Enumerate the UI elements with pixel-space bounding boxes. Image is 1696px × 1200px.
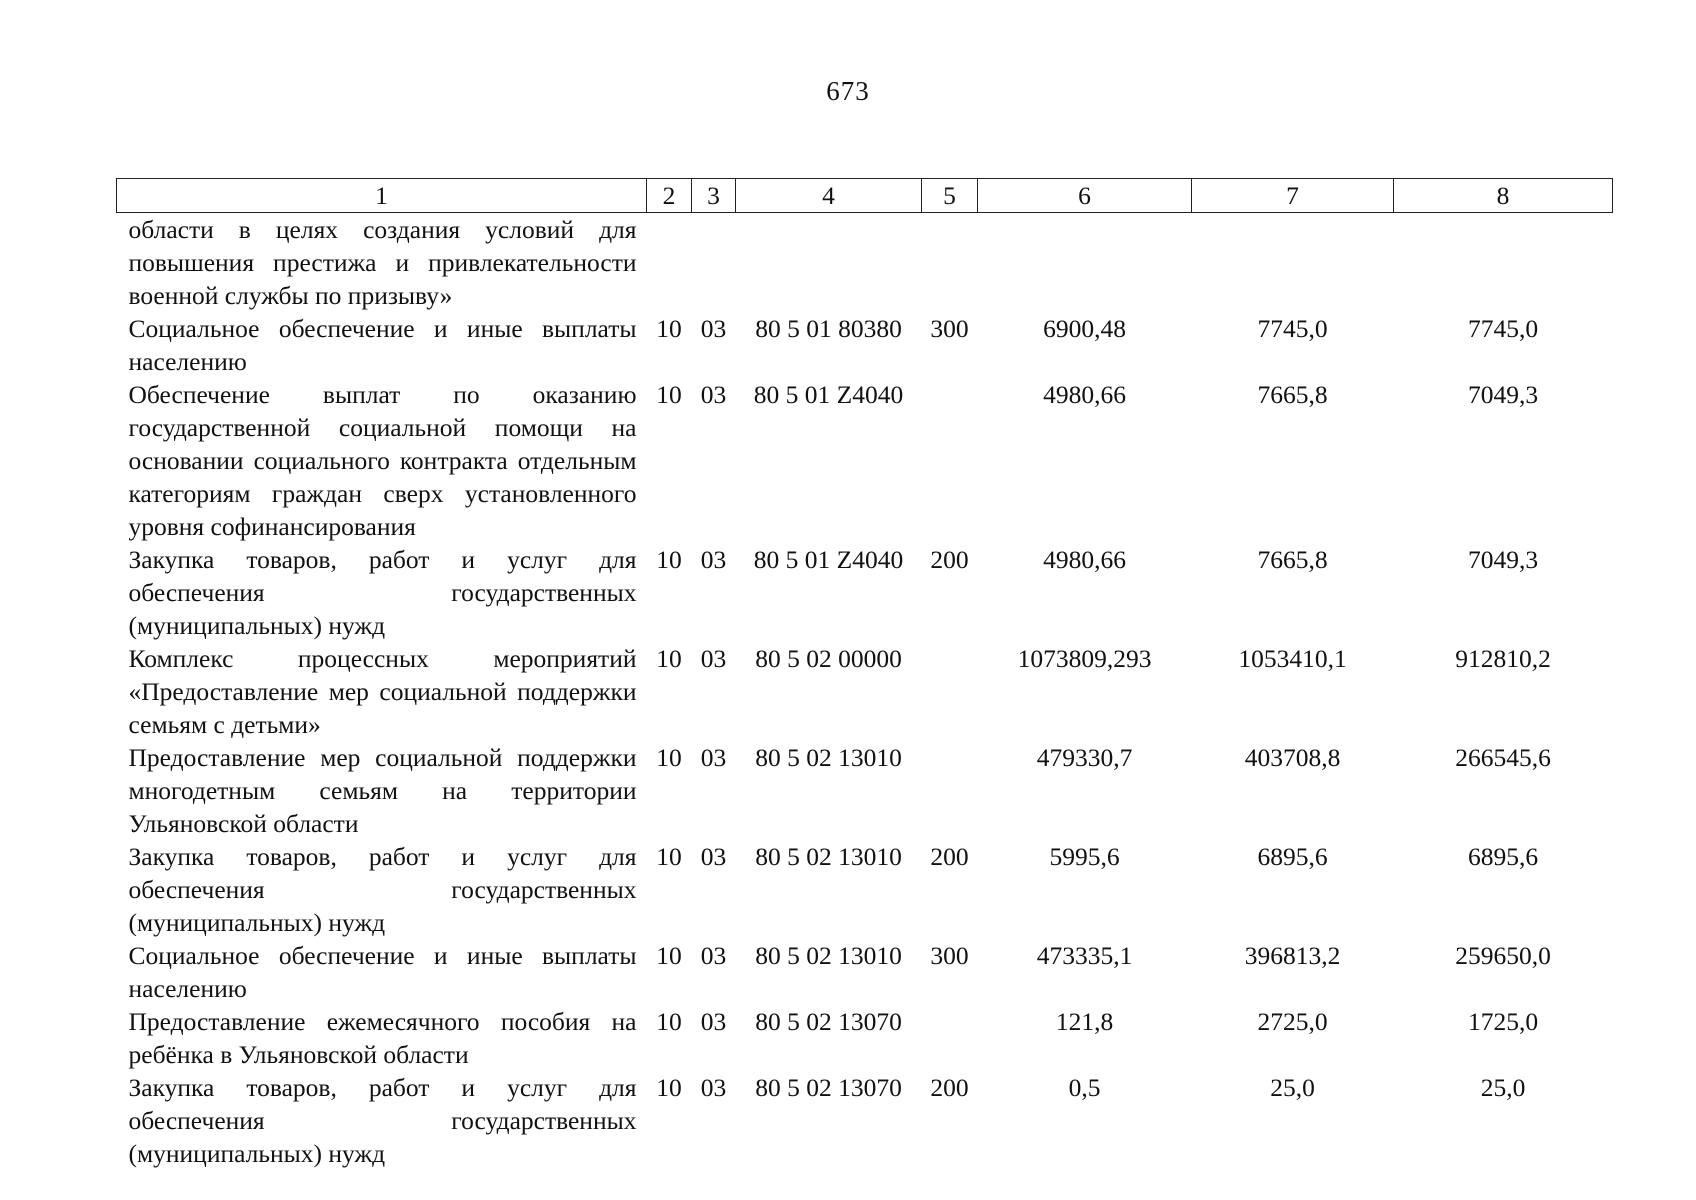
- header-col-4: 4: [736, 179, 922, 213]
- row-section: 10: [656, 743, 682, 772]
- table-row: [117, 312, 1613, 378]
- row-amount-col-7: 7665,8: [1257, 545, 1328, 574]
- header-col-1: 1: [117, 179, 647, 213]
- row-amount-col-8: 6895,6: [1467, 842, 1539, 871]
- row-expense-type: [922, 642, 978, 741]
- row-amount-col-7: 2725,0: [1257, 1007, 1328, 1036]
- table-row: [117, 378, 1613, 543]
- row-expense-type: [922, 213, 978, 313]
- header-row: [117, 179, 1613, 213]
- row-amount-col-8: [1394, 213, 1613, 313]
- row-name: Социальное обеспечение и иные выплаты населению: [128, 314, 637, 376]
- row-target-code: 80 5 02 13070: [755, 1007, 902, 1036]
- row-name: Предоставление мер социальной поддержки многодетным семьям на территории Ульяновской области: [128, 743, 637, 838]
- header-col-7: 7: [1192, 179, 1394, 213]
- row-section: 10: [656, 644, 682, 673]
- row-amount-col-8: 912810,2: [1455, 644, 1551, 673]
- header-col-5: 5: [922, 179, 978, 213]
- row-subsection: 03: [700, 380, 727, 409]
- row-expense-type: 200: [930, 842, 969, 871]
- row-section: 10: [656, 545, 682, 574]
- row-subsection: 03: [700, 1007, 727, 1036]
- row-amount-col-8: 1725,0: [1467, 1007, 1539, 1036]
- row-subsection: 03: [700, 1073, 727, 1102]
- row-target-code: 80 5 01 Z4040: [753, 380, 904, 409]
- row-amount-col-6: 121,8: [1055, 1007, 1114, 1036]
- row-name: Обеспечение выплат по оказанию государственной социальной помощи на основании социального контракта отдельным категориям граждан сверх установленного уровня софинансирования: [128, 380, 637, 541]
- row-subsection: [692, 213, 736, 313]
- row-amount-col-7: 1053410,1: [1238, 644, 1347, 673]
- row-amount-col-8: 25,0: [1480, 1073, 1526, 1102]
- row-target-code: 80 5 02 13010: [755, 743, 902, 772]
- table-row: [117, 642, 1613, 741]
- row-target-code: 80 5 02 13010: [755, 842, 902, 871]
- row-amount-col-8: 259650,0: [1455, 941, 1551, 970]
- row-section: 10: [656, 1007, 682, 1036]
- budget-table: [116, 178, 1613, 1170]
- row-amount-col-7: 396813,2: [1244, 941, 1341, 970]
- row-amount-col-8: 266545,6: [1455, 743, 1551, 772]
- row-target-code: 80 5 01 80380: [755, 314, 902, 343]
- row-amount-col-8: 7049,3: [1467, 380, 1539, 409]
- table-row: [117, 213, 1613, 313]
- row-amount-col-6: 0,5: [1068, 1073, 1101, 1102]
- row-target-code: 80 5 02 13010: [755, 941, 902, 970]
- row-expense-type: [922, 1005, 978, 1071]
- table-row: [117, 543, 1613, 642]
- row-amount-col-6: 1073809,293: [1017, 644, 1152, 673]
- header-col-3: 3: [692, 179, 736, 213]
- row-section: 10: [656, 314, 682, 343]
- row-name: Предоставление ежемесячного пособия на ребёнка в Ульяновской области: [128, 1007, 637, 1069]
- row-amount-col-7: [1192, 213, 1394, 313]
- row-amount-col-6: 479330,7: [1036, 743, 1133, 772]
- row-name: Комплекс процессных мероприятий «Предоставление мер социальной поддержки семьям с детьми»: [128, 644, 637, 739]
- row-section: 10: [656, 941, 682, 970]
- table-row: [117, 1071, 1613, 1170]
- row-name: Закупка товаров, работ и услуг для обеспечения государственных (муниципальных) нужд: [128, 545, 637, 640]
- row-expense-type: [922, 378, 978, 543]
- header-col-8: 8: [1394, 179, 1613, 213]
- row-section: 10: [656, 380, 682, 409]
- row-amount-col-7: 25,0: [1270, 1073, 1315, 1102]
- row-amount-col-8: 7745,0: [1467, 314, 1539, 343]
- row-amount-col-6: 5995,6: [1049, 842, 1120, 871]
- row-amount-col-7: 6895,6: [1257, 842, 1328, 871]
- row-amount-col-6: 473335,1: [1036, 941, 1133, 970]
- row-amount-col-6: 6900,48: [1043, 314, 1126, 343]
- table-body: [117, 213, 1613, 1171]
- row-amount-col-7: 7745,0: [1257, 314, 1328, 343]
- table-row: [117, 1005, 1613, 1071]
- row-expense-type: 200: [930, 545, 969, 574]
- row-name: Закупка товаров, работ и услуг для обеспечения государственных (муниципальных) нужд: [128, 842, 637, 937]
- row-expense-type: 200: [930, 1073, 969, 1102]
- row-subsection: 03: [700, 644, 727, 673]
- row-expense-type: 300: [930, 941, 969, 970]
- row-target-code: 80 5 02 13070: [755, 1073, 902, 1102]
- table-header: [117, 179, 1613, 213]
- row-section: [647, 213, 692, 313]
- row-section: 10: [656, 1073, 682, 1102]
- row-name: Социальное обеспечение и иные выплаты населению: [128, 941, 637, 1003]
- row-amount-col-7: 7665,8: [1257, 380, 1328, 409]
- table-row: [117, 741, 1613, 840]
- row-amount-col-6: [978, 213, 1192, 313]
- header-col-2: 2: [647, 179, 692, 213]
- row-amount-col-6: 4980,66: [1043, 380, 1126, 409]
- row-name: области в целях создания условий для повышения престижа и привлекательности военной службы по призыву»: [128, 215, 637, 310]
- row-subsection: 03: [700, 314, 727, 343]
- row-expense-type: [922, 741, 978, 840]
- row-name: Закупка товаров, работ и услуг для обеспечения государственных (муниципальных) нужд: [128, 1073, 637, 1168]
- table-row: [117, 939, 1613, 1005]
- header-col-6: 6: [978, 179, 1192, 213]
- row-subsection: 03: [700, 842, 727, 871]
- page-number: 673: [826, 76, 870, 106]
- row-section: 10: [656, 842, 682, 871]
- row-target-code: 80 5 01 Z4040: [753, 545, 904, 574]
- row-amount-col-7: 403708,8: [1244, 743, 1341, 772]
- row-subsection: 03: [700, 545, 727, 574]
- row-subsection: 03: [700, 743, 727, 772]
- row-amount-col-6: 4980,66: [1043, 545, 1126, 574]
- table-row: [117, 840, 1613, 939]
- row-expense-type: 300: [930, 314, 969, 343]
- row-amount-col-8: 7049,3: [1467, 545, 1539, 574]
- row-subsection: 03: [700, 941, 727, 970]
- row-target-code: [736, 213, 922, 313]
- row-target-code: 80 5 02 00000: [755, 644, 902, 673]
